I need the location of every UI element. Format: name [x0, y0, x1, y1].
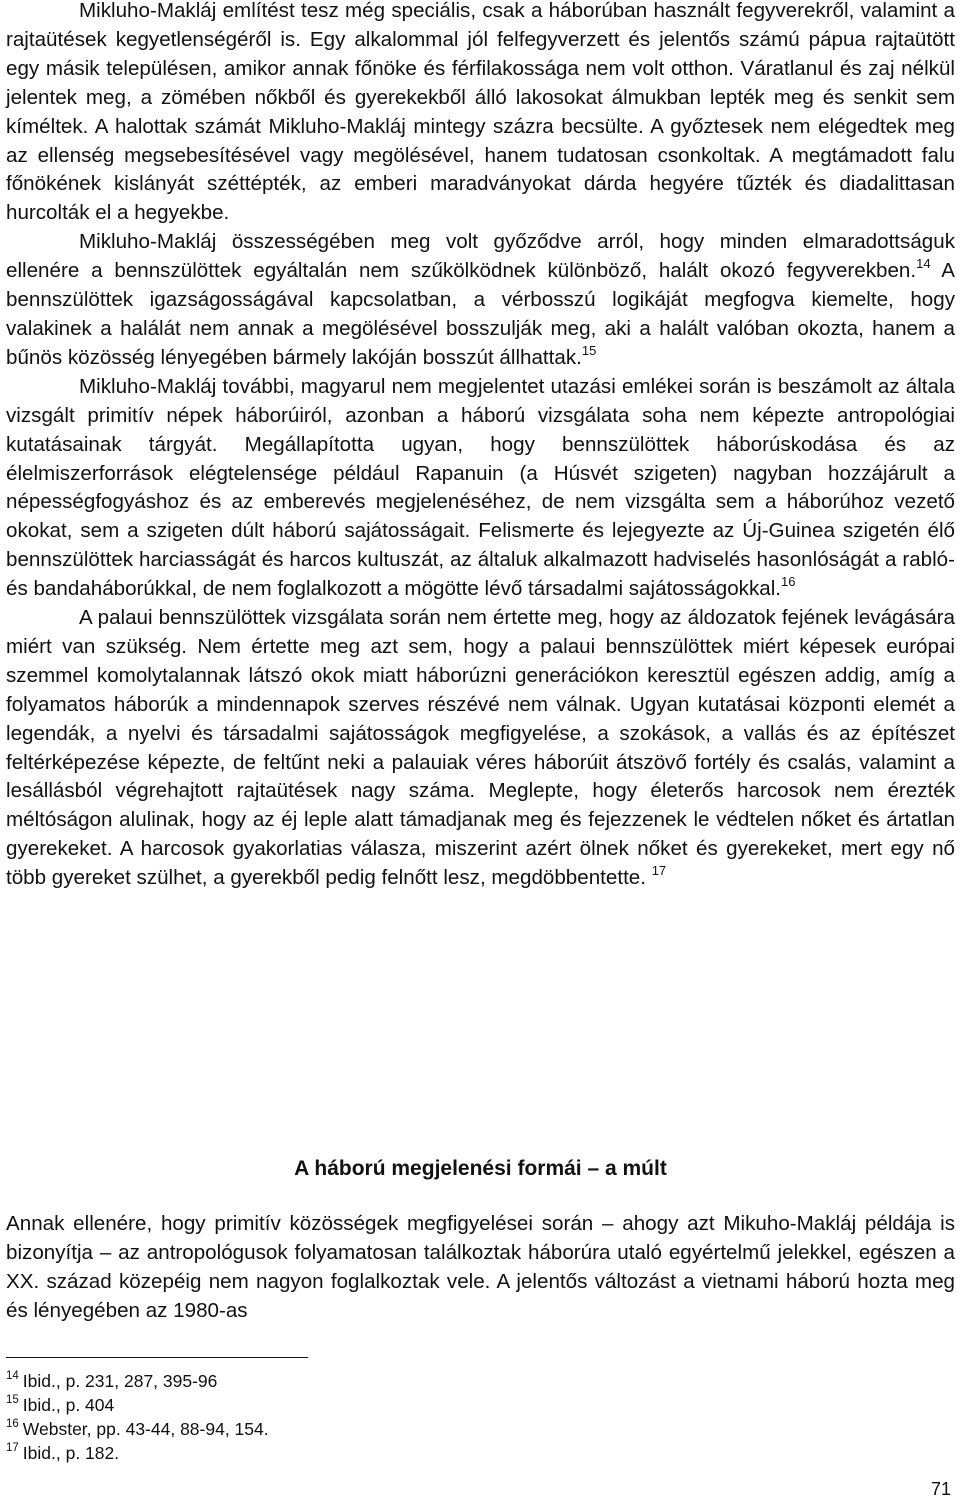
paragraph-2 [6, 228, 955, 373]
footnote-item [6, 1369, 606, 1393]
footnotes [6, 1369, 606, 1465]
footnote-number: 15 [6, 1394, 19, 1406]
footnote-separator [6, 1357, 308, 1358]
paragraph-3-text: Mikluho-Makláj további, magyarul nem megjelentet utazási emlékei során is beszámolt az általa vizsgált primitív népek háborúiról, azonban a háború vizsgálata soha nem képezte antropológiai kutatásainak tárgyát. Megállapította ugyan, hogy bennszülöttek háborúskodása és az élelmiszerforrások elégtelensége például Rapanuin (a Húsvét szigeten) nagyban hozzájárult a népességfogyáshoz és az emberevés megjelenéséhez, de nem vizsgálta sem a háborúhoz vezető okokat, sem a szigeten dúlt háború sajátosságait. Felismerte és lejegyezte az Új-Guinea szigetén élő bennszülöttek harciasságát és harcos kultuszát, az általuk alkalmazott hadviselés hasonlóságát a rabló- és bandaháborúkkal, de nem foglalkozott a mögötte lévő társadalmi sajátosságokkal. [6, 374, 955, 601]
footnote-number: 14 [6, 1370, 19, 1382]
footnote-item [6, 1441, 606, 1465]
paragraph-4-text: A palaui bennszülöttek vizsgálata során nem értette meg, hogy az áldozatok fejének levágására miért van szükség. Nem értette meg azt sem, hogy a palaui bennszülöttek miért képesek európai szemmel komolytalannak látszó okok miatt háborúzni generációkon keresztül egészen addig, amíg a folyamatos háborúk a mindennapok szerves részévé nem válnak. Ugyan kutatásai központi elemét a legendák, a nyelvi és társadalmi sajátosságok megfigyelése, a szokások, a vallás és az építészet feltérképezése képezte, de feltűnt neki a palauiak véres háborúit átszövő fortély és csalás, valamint a lesállásból végrehajtott rajtaütések nagy száma. Meglepte, hogy életerős harcosok nem érezték méltóságon alulinak, hogy az éj leple alatt támadjanak meg és fejezzenek le védtelen nőket és ártatlan gyerekeket. A harcosok gyakorlatias válasza, miszerint azért ölnek nőket és gyerekeket, mert egy nő több gyereket szülhet, a gyerekből pedig felnőtt lesz, megdöbbentette. [6, 606, 955, 890]
footnote-ref-16[interactable]: 16 [781, 574, 796, 590]
footnote-ref-17[interactable]: 17 [651, 863, 667, 879]
footnote-text: Ibid., p. 182. [22, 1443, 120, 1463]
paragraph-3 [6, 373, 955, 604]
footnote-item [6, 1417, 606, 1441]
footnote-ref-15[interactable]: 15 [581, 342, 597, 358]
paragraph-4 [6, 604, 955, 893]
body-text-top [6, 0, 955, 893]
paragraph-1: Mikluho-Makláj említést tesz még speciális, csak a háborúban használt fegyverekről, valamint a rajtaütések kegyetlenségéről is. Egy alkalommal jól felfegyverzett és jelentős számú pápua rajtaütött egy másik településen, amikor annak főnöke és férfilakossága nem volt otthon. Váratlanul és zaj nélkül jelentek meg, a zömében nőkből és gyerekekből álló lakosokat álmukban lepték meg és senkit sem kíméltek. A halottak számát Mikluho-Makláj mintegy százra becsülte. A győztesek nem elégedtek meg az ellenség megsebesítésével vagy megölésével, hanem tudatosan csonkoltak. A megtámadott falu főnökének kislányát széttépték, az emberi maradványokat dárda hegyére tűzték és diadalittasan hurcolták el a hegyekbe. [6, 0, 955, 225]
footnote-text: Ibid., p. 231, 287, 395-96 [22, 1371, 218, 1391]
section-heading: A háború megjelenési formái – a múlt [294, 1157, 667, 1180]
body-text-bottom [6, 1210, 955, 1326]
footnote-text: Ibid., p. 404 [22, 1395, 115, 1415]
footnote-number: 16 [6, 1418, 19, 1430]
footnote-item [6, 1393, 606, 1417]
footnote-number: 17 [6, 1442, 19, 1454]
paragraph-5: Annak ellenére, hogy primitív közösségek megfigyelései során – ahogy azt Mikuho-Makláj példája is bizonyítja – az antropológusok folyamatosan találkoztak háborúra utaló egyértelmű jelekkel, egészen a XX. század közepéig nem nagyon foglalkoztak vele. A jelentős változást a vietnami háború hozta meg és lényegében az 1980-as [6, 1212, 955, 1322]
footnote-text: Webster, pp. 43-44, 88-94, 154. [22, 1419, 269, 1439]
footnote-ref-14[interactable]: 14 [916, 256, 931, 272]
page-number: 71 [930, 1479, 951, 1499]
paragraph-2-part-a: Mikluho-Makláj összességében meg volt győződve arról, hogy minden elmaradottságuk ellenére a bennszülöttek egyáltalán nem szűkölködnek különböző, halált okozó fegyverekben. [6, 230, 955, 283]
paragraph-2-part-b: A bennszülöttek igazságosságával kapcsolatban, a vérbosszú logikáját megfogva kiemelte, hogy valakinek a halálát nem annak a megölésével bosszulják meg, aki a halált valóban okozta, hanem a bűnös közösség lényegében bármely lakóján bosszút állhattak. [6, 259, 955, 369]
